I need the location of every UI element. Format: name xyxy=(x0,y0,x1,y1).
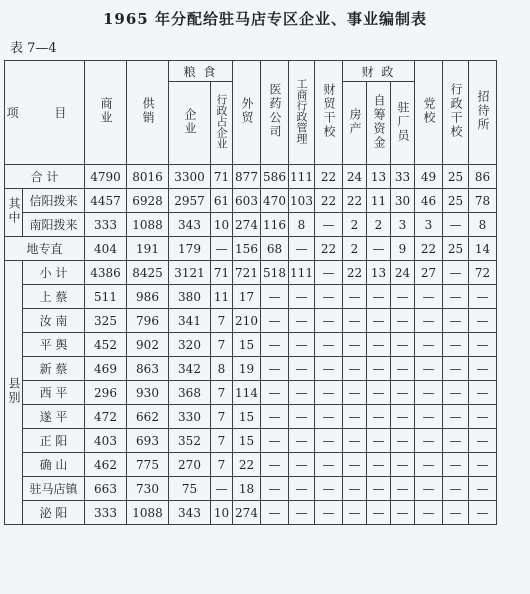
cell: — xyxy=(367,429,391,453)
cell: — xyxy=(443,501,469,525)
header-self-fund: 自筹资金 xyxy=(367,82,391,165)
cell: 7 xyxy=(211,381,233,405)
cell: — xyxy=(469,453,497,477)
cell: — xyxy=(289,237,315,261)
cell: — xyxy=(211,477,233,501)
header-supply: 供销 xyxy=(127,61,169,165)
cell: — xyxy=(415,477,443,501)
cell: 2 xyxy=(343,237,367,261)
cell: 404 xyxy=(85,237,127,261)
row-label: 驻马店镇 xyxy=(23,477,85,501)
cell: — xyxy=(343,357,367,381)
cell: 17 xyxy=(233,285,261,309)
header-foreign-trade: 外贸 xyxy=(233,61,261,165)
cell: 343 xyxy=(169,501,211,525)
cell: — xyxy=(443,357,469,381)
cell: 22 xyxy=(233,453,261,477)
cell: — xyxy=(469,357,497,381)
row-label: 上 蔡 xyxy=(23,285,85,309)
cell: — xyxy=(289,405,315,429)
cell: 4457 xyxy=(85,189,127,213)
cell: — xyxy=(391,357,415,381)
cell: — xyxy=(391,429,415,453)
cell: — xyxy=(443,405,469,429)
cell: 403 xyxy=(85,429,127,453)
cell: — xyxy=(343,309,367,333)
cell: — xyxy=(315,381,343,405)
table-label: 表 7—4 xyxy=(10,41,57,56)
header-real-estate: 房产 xyxy=(343,82,367,165)
row-label: 地专直 xyxy=(5,237,85,261)
cell: — xyxy=(443,213,469,237)
cell: 930 xyxy=(127,381,169,405)
table-row xyxy=(5,165,497,189)
row-label: 平 舆 xyxy=(23,333,85,357)
cell: 6928 xyxy=(127,189,169,213)
cell: 462 xyxy=(85,453,127,477)
cell: — xyxy=(391,477,415,501)
cell: 274 xyxy=(233,501,261,525)
header-medicine: 医药公司 xyxy=(261,61,289,165)
cell: 33 xyxy=(391,165,415,189)
cell: 22 xyxy=(315,237,343,261)
cell: — xyxy=(469,381,497,405)
cell: 7 xyxy=(211,453,233,477)
cell: 71 xyxy=(211,165,233,189)
cell: — xyxy=(367,309,391,333)
header-grain-group: 粮 食 xyxy=(169,61,233,82)
cell: — xyxy=(367,477,391,501)
cell: 863 xyxy=(127,357,169,381)
cell: 3 xyxy=(415,213,443,237)
cell: 8425 xyxy=(127,261,169,285)
cell: 877 xyxy=(233,165,261,189)
cell: 469 xyxy=(85,357,127,381)
cell: — xyxy=(289,429,315,453)
cell: — xyxy=(415,429,443,453)
header-admin-cadre-school: 行政干校 xyxy=(443,61,469,165)
cell: 27 xyxy=(415,261,443,285)
cell: — xyxy=(261,429,289,453)
cell: — xyxy=(469,333,497,357)
cell: 72 xyxy=(469,261,497,285)
cell: — xyxy=(415,405,443,429)
cell: 3121 xyxy=(169,261,211,285)
cell: — xyxy=(289,285,315,309)
cell: — xyxy=(469,309,497,333)
cell: 470 xyxy=(261,189,289,213)
row-label: 南阳拨来 xyxy=(23,213,85,237)
cell: 11 xyxy=(367,189,391,213)
cell: 7 xyxy=(211,429,233,453)
cell: 46 xyxy=(415,189,443,213)
header-industry-admin: 工商行政管理 xyxy=(289,61,315,165)
table-row xyxy=(5,189,497,213)
table-row xyxy=(5,333,497,357)
cell: 22 xyxy=(315,189,343,213)
table-row xyxy=(5,357,497,381)
cell: 61 xyxy=(211,189,233,213)
cell: — xyxy=(343,333,367,357)
cell: — xyxy=(391,453,415,477)
cell: 19 xyxy=(233,357,261,381)
cell: 78 xyxy=(469,189,497,213)
cell: 10 xyxy=(211,501,233,525)
cell: 13 xyxy=(367,165,391,189)
row-label: 汝 南 xyxy=(23,309,85,333)
cell: 71 xyxy=(211,261,233,285)
table-row xyxy=(5,285,497,309)
cell: — xyxy=(367,405,391,429)
cell: — xyxy=(261,285,289,309)
cell: — xyxy=(415,453,443,477)
cell: 22 xyxy=(343,189,367,213)
cell: 111 xyxy=(289,261,315,285)
cell: 775 xyxy=(127,453,169,477)
cell: — xyxy=(367,333,391,357)
side-label-xianbie: 县别 xyxy=(5,261,23,525)
cell: — xyxy=(367,237,391,261)
cell: 663 xyxy=(85,477,127,501)
cell: — xyxy=(315,261,343,285)
cell: 114 xyxy=(233,381,261,405)
cell: — xyxy=(443,453,469,477)
cell: — xyxy=(443,333,469,357)
cell: 25 xyxy=(443,165,469,189)
cell: 8 xyxy=(469,213,497,237)
table-row xyxy=(5,429,497,453)
cell: — xyxy=(289,501,315,525)
cell: — xyxy=(415,501,443,525)
header-grain-admin: 行政占企业 xyxy=(211,82,233,165)
cell: 7 xyxy=(211,309,233,333)
cell: — xyxy=(261,477,289,501)
cell: 86 xyxy=(469,165,497,189)
cell: 24 xyxy=(391,261,415,285)
row-label: 新 蔡 xyxy=(23,357,85,381)
cell: 296 xyxy=(85,381,127,405)
cell: — xyxy=(469,429,497,453)
cell: 511 xyxy=(85,285,127,309)
cell: — xyxy=(469,477,497,501)
cell: 15 xyxy=(233,429,261,453)
header-guest-house: 招待所 xyxy=(469,61,497,165)
cell: — xyxy=(261,381,289,405)
cell: 472 xyxy=(85,405,127,429)
cell: 986 xyxy=(127,285,169,309)
cell: — xyxy=(315,357,343,381)
cell: — xyxy=(391,381,415,405)
cell: 333 xyxy=(85,213,127,237)
table-row xyxy=(5,381,497,405)
cell: — xyxy=(391,309,415,333)
header-item: 项 目 xyxy=(5,61,85,165)
cell: 156 xyxy=(233,237,261,261)
cell: — xyxy=(415,309,443,333)
cell: 343 xyxy=(169,213,211,237)
cell: 796 xyxy=(127,309,169,333)
cell: 8 xyxy=(289,213,315,237)
row-label: 正 阳 xyxy=(23,429,85,453)
cell: — xyxy=(343,453,367,477)
cell: 13 xyxy=(367,261,391,285)
cell: — xyxy=(469,501,497,525)
cell: 270 xyxy=(169,453,211,477)
row-label: 确 山 xyxy=(23,453,85,477)
cell: 24 xyxy=(343,165,367,189)
table-row xyxy=(5,477,497,501)
cell: — xyxy=(211,237,233,261)
cell: — xyxy=(469,405,497,429)
cell: — xyxy=(343,429,367,453)
header-finance-group: 财 政 xyxy=(343,61,415,82)
cell: — xyxy=(391,285,415,309)
cell: — xyxy=(343,285,367,309)
cell: — xyxy=(391,333,415,357)
header-finance-cadre: 财贸干校 xyxy=(315,61,343,165)
table-row xyxy=(5,237,497,261)
cell: 11 xyxy=(211,285,233,309)
cell: 14 xyxy=(469,237,497,261)
cell: 116 xyxy=(261,213,289,237)
cell: 1088 xyxy=(127,213,169,237)
cell: — xyxy=(261,309,289,333)
cell: — xyxy=(289,309,315,333)
cell: 25 xyxy=(443,189,469,213)
cell: 603 xyxy=(233,189,261,213)
cell: 333 xyxy=(85,501,127,525)
cell: — xyxy=(261,357,289,381)
cell: 8 xyxy=(211,357,233,381)
cell: — xyxy=(391,501,415,525)
cell: — xyxy=(315,477,343,501)
cell: 25 xyxy=(443,237,469,261)
cell: 352 xyxy=(169,429,211,453)
cell: — xyxy=(415,357,443,381)
cell: — xyxy=(443,285,469,309)
cell: — xyxy=(315,405,343,429)
cell: — xyxy=(443,309,469,333)
cell: 2 xyxy=(343,213,367,237)
cell: 111 xyxy=(289,165,315,189)
cell: — xyxy=(315,333,343,357)
cell: — xyxy=(261,405,289,429)
cell: — xyxy=(261,501,289,525)
cell: 179 xyxy=(169,237,211,261)
cell: — xyxy=(343,477,367,501)
cell: — xyxy=(343,405,367,429)
cell: 274 xyxy=(233,213,261,237)
cell: 342 xyxy=(169,357,211,381)
cell: 30 xyxy=(391,189,415,213)
header-grain-enterprise: 企业 xyxy=(169,82,211,165)
cell: — xyxy=(391,405,415,429)
row-label: 信阳拨来 xyxy=(23,189,85,213)
cell: — xyxy=(367,453,391,477)
table-row xyxy=(5,309,497,333)
cell: — xyxy=(443,429,469,453)
row-label: 遂 平 xyxy=(23,405,85,429)
cell: — xyxy=(315,429,343,453)
cell: 1088 xyxy=(127,501,169,525)
cell: 10 xyxy=(211,213,233,237)
cell: 15 xyxy=(233,333,261,357)
cell: — xyxy=(289,333,315,357)
cell: 380 xyxy=(169,285,211,309)
cell: 8016 xyxy=(127,165,169,189)
cell: — xyxy=(367,285,391,309)
cell: 7 xyxy=(211,405,233,429)
cell: — xyxy=(289,357,315,381)
cell: 7 xyxy=(211,333,233,357)
row-label: 泌 阳 xyxy=(23,501,85,525)
cell: 452 xyxy=(85,333,127,357)
table-row xyxy=(5,261,497,285)
cell: 4790 xyxy=(85,165,127,189)
header-business: 商业 xyxy=(85,61,127,165)
cell: 22 xyxy=(315,165,343,189)
cell: — xyxy=(367,381,391,405)
cell: — xyxy=(315,309,343,333)
cell: 9 xyxy=(391,237,415,261)
cell: 730 xyxy=(127,477,169,501)
cell: 75 xyxy=(169,477,211,501)
cell: 518 xyxy=(261,261,289,285)
cell: — xyxy=(469,285,497,309)
cell: 368 xyxy=(169,381,211,405)
cell: 3300 xyxy=(169,165,211,189)
cell: — xyxy=(315,453,343,477)
cell: — xyxy=(289,477,315,501)
cell: 49 xyxy=(415,165,443,189)
cell: 22 xyxy=(343,261,367,285)
table-row xyxy=(5,453,497,477)
cell: — xyxy=(415,333,443,357)
cell: 721 xyxy=(233,261,261,285)
cell: — xyxy=(261,453,289,477)
table-row xyxy=(5,213,497,237)
cell: 210 xyxy=(233,309,261,333)
cell: 341 xyxy=(169,309,211,333)
cell: 3 xyxy=(391,213,415,237)
row-label: 西 平 xyxy=(23,381,85,405)
cell: 662 xyxy=(127,405,169,429)
header-factory-staff: 驻厂员 xyxy=(391,82,415,165)
cell: 15 xyxy=(233,405,261,429)
cell: 693 xyxy=(127,429,169,453)
cell: 22 xyxy=(415,237,443,261)
staffing-table xyxy=(4,60,497,525)
cell: 586 xyxy=(261,165,289,189)
cell: — xyxy=(315,501,343,525)
table-row xyxy=(5,501,497,525)
cell: — xyxy=(315,213,343,237)
cell: 103 xyxy=(289,189,315,213)
table-row xyxy=(5,405,497,429)
cell: — xyxy=(289,381,315,405)
cell: — xyxy=(443,381,469,405)
cell: 4386 xyxy=(85,261,127,285)
cell: — xyxy=(343,381,367,405)
cell: — xyxy=(289,453,315,477)
header-party-school: 党校 xyxy=(415,61,443,165)
cell: — xyxy=(415,285,443,309)
cell: 2957 xyxy=(169,189,211,213)
cell: — xyxy=(443,261,469,285)
cell: 902 xyxy=(127,333,169,357)
cell: — xyxy=(261,333,289,357)
cell: 2 xyxy=(367,213,391,237)
cell: — xyxy=(415,381,443,405)
cell: — xyxy=(343,501,367,525)
cell: 330 xyxy=(169,405,211,429)
cell: — xyxy=(367,501,391,525)
cell: — xyxy=(367,357,391,381)
side-label-qizhong: 其中 xyxy=(5,189,23,237)
row-label: 小 计 xyxy=(23,261,85,285)
cell: 18 xyxy=(233,477,261,501)
cell: 191 xyxy=(127,237,169,261)
row-label: 合 计 xyxy=(5,165,85,189)
cell: 68 xyxy=(261,237,289,261)
page-title: 1965 年分配给驻马店专区企业、事业编制表 xyxy=(103,10,427,28)
cell: 325 xyxy=(85,309,127,333)
cell: 320 xyxy=(169,333,211,357)
cell: — xyxy=(443,477,469,501)
cell: — xyxy=(315,285,343,309)
